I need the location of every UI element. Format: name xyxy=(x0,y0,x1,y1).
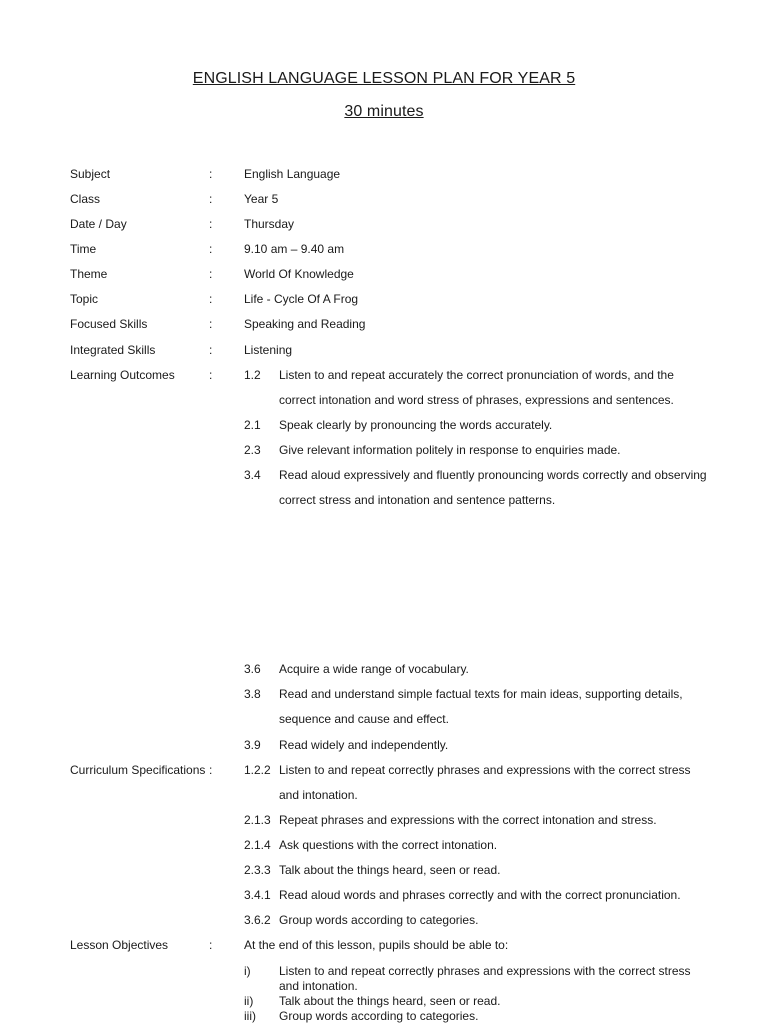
field-value: Year 5 xyxy=(244,192,279,206)
spec-text: Talk about the things heard, seen or read. xyxy=(279,863,501,877)
field-value: English Language xyxy=(244,167,341,181)
field-colon: : xyxy=(209,167,213,181)
field-colon: : xyxy=(209,317,213,331)
field-value: Thursday xyxy=(244,217,295,231)
outcome-number: 3.8 xyxy=(244,687,261,701)
field-colon: : xyxy=(209,343,213,357)
section-label: Lesson Objectives xyxy=(70,938,169,952)
field-colon: : xyxy=(209,292,213,306)
outcome-text: Read aloud expressively and fluently pronouncing words correctly and observing xyxy=(279,468,707,482)
field-label: Theme xyxy=(70,267,108,281)
spec-text: Read aloud words and phrases correctly and with the correct pronunciation. xyxy=(279,888,681,902)
field-value: Listening xyxy=(244,343,293,357)
objective-number: iii) xyxy=(244,1009,256,1023)
outcome-text: Listen to and repeat accurately the correct pronunciation of words, and the xyxy=(279,368,674,382)
field-colon: : xyxy=(209,267,213,281)
field-colon: : xyxy=(209,217,213,231)
outcome-text: Read and understand simple factual texts for main ideas, supporting details, xyxy=(279,687,683,701)
field-label: Time xyxy=(70,242,97,256)
outcome-number: 3.6 xyxy=(244,662,261,676)
field-label: Subject xyxy=(70,167,111,181)
field-value: Life - Cycle Of A Frog xyxy=(244,292,359,306)
outcome-text: Speak clearly by pronouncing the words accurately. xyxy=(279,418,553,432)
field-value: 9.10 am – 9.40 am xyxy=(244,242,345,256)
section-label: Learning Outcomes xyxy=(70,368,175,382)
section-colon: : xyxy=(209,938,213,952)
field-label: Integrated Skills xyxy=(70,343,156,357)
document-title: ENGLISH LANGUAGE LESSON PLAN FOR YEAR 5 xyxy=(192,70,576,87)
objective-text: Listen to and repeat correctly phrases and expressions with the correct stress xyxy=(279,964,691,978)
spec-number: 3.4.1 xyxy=(244,888,271,902)
field-colon: : xyxy=(209,192,213,206)
section-colon: : xyxy=(209,763,213,777)
outcome-number: 1.2 xyxy=(244,368,261,382)
field-value: Speaking and Reading xyxy=(244,317,366,331)
field-colon: : xyxy=(209,242,213,256)
section-label: Curriculum Specifications xyxy=(70,763,206,777)
spec-text: Group words according to categories. xyxy=(279,913,479,927)
objective-text: Group words according to categories. xyxy=(279,1009,479,1023)
spec-number: 2.3.3 xyxy=(244,863,271,877)
section-colon: : xyxy=(209,368,213,382)
field-label: Topic xyxy=(70,292,99,306)
outcome-text: Give relevant information politely in response to enquiries made. xyxy=(279,443,621,457)
spec-number: 1.2.2 xyxy=(244,763,271,777)
outcome-number: 3.9 xyxy=(244,738,261,752)
field-label: Date / Day xyxy=(70,217,127,231)
spec-text: Repeat phrases and expressions with the correct intonation and stress. xyxy=(279,813,657,827)
document-subtitle: 30 minutes xyxy=(344,103,424,120)
outcome-text: Acquire a wide range of vocabulary. xyxy=(279,662,469,676)
outcome-number: 2.1 xyxy=(244,418,261,432)
spec-text: Ask questions with the correct intonation. xyxy=(279,838,498,852)
objectives-intro: At the end of this lesson, pupils should be able to: xyxy=(244,938,509,952)
outcome-number: 3.4 xyxy=(244,468,261,482)
outcome-text: Read widely and independently. xyxy=(279,738,449,752)
field-label: Focused Skills xyxy=(70,317,148,331)
field-value: World Of Knowledge xyxy=(244,267,354,281)
outcome-text: correct stress and intonation and sentence patterns. xyxy=(279,493,556,507)
outcome-number: 2.3 xyxy=(244,443,261,457)
objective-text: Talk about the things heard, seen or read. xyxy=(279,994,501,1008)
spec-text: and intonation. xyxy=(279,788,358,802)
outcome-text: correct intonation and word stress of phrases, expressions and sentences. xyxy=(279,393,674,407)
objective-number: i) xyxy=(244,964,251,978)
field-label: Class xyxy=(70,192,101,206)
objective-number: ii) xyxy=(244,994,254,1008)
objective-text: and intonation. xyxy=(279,979,358,993)
spec-number: 2.1.4 xyxy=(244,838,271,852)
spec-number: 3.6.2 xyxy=(244,913,271,927)
spec-text: Listen to and repeat correctly phrases and expressions with the correct stress xyxy=(279,763,691,777)
outcome-text: sequence and cause and effect. xyxy=(279,712,449,726)
spec-number: 2.1.3 xyxy=(244,813,271,827)
